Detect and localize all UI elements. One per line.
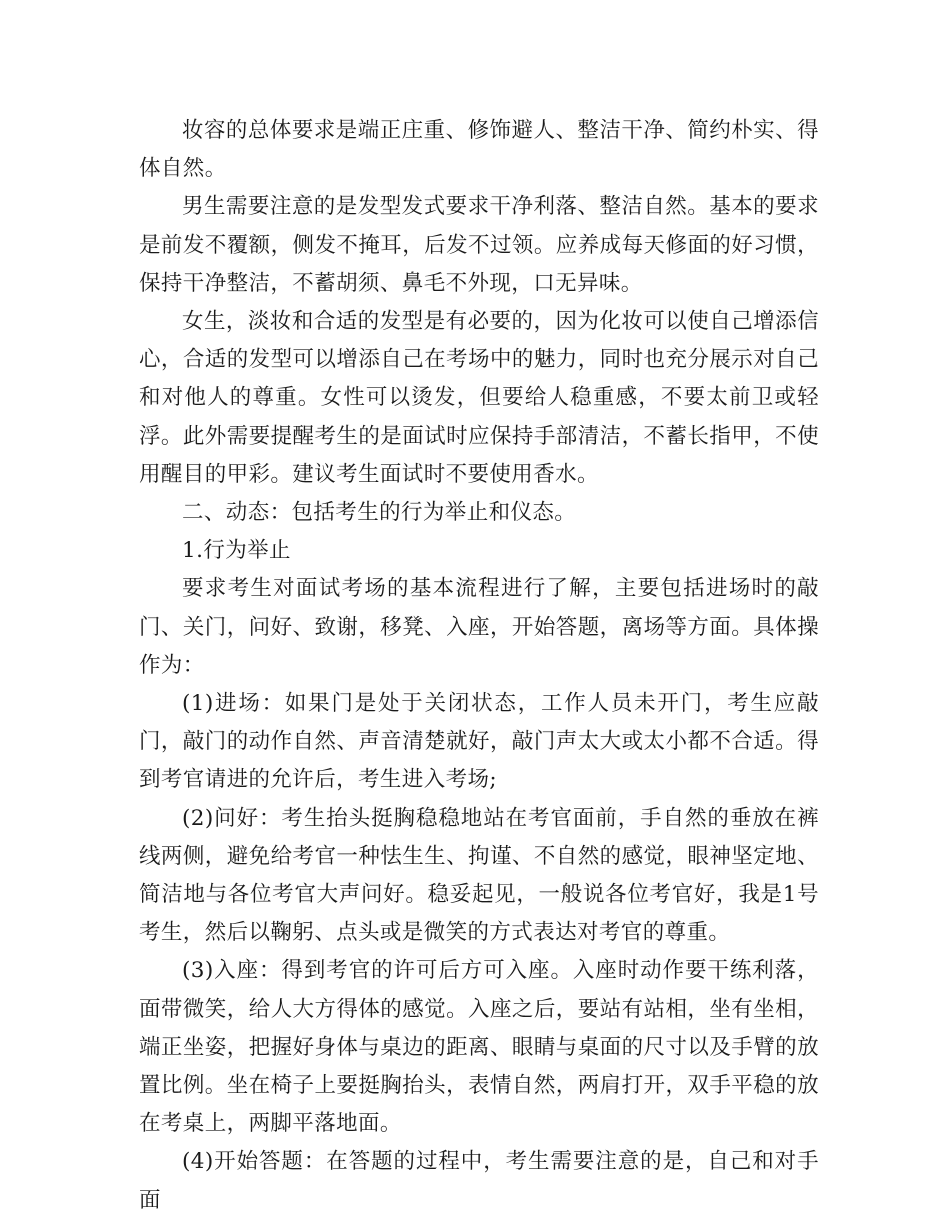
section-heading-dynamics: 二、动态：包括考生的行为举止和仪态。	[182, 500, 577, 526]
paragraph-step-seating: (3)入座：得到考官的许可后方可入座。入座时动作要干练利落，面带微笑，给人大方得体的感觉。入座之后，要站有站相，坐有坐相，端正坐姿，把握好身体与桌边的距离、眼睛与桌面的尺寸以及手臂的放置比例。坐在椅子上要挺胸抬头，表情自然，两肩打开，双手平稳的放在考桌上，两脚平落地面。	[139, 958, 819, 1137]
paragraph-step-entering: (1)进场：如果门是处于关闭状态，工作人员未开门，考生应敲门，敲门的动作自然、声音清楚就好，敲门声太大或太小都不合适。得到考官请进的允许后，考生进入考场;	[139, 691, 819, 793]
paragraph-male-grooming: 男生需要注意的是发型发式要求干净利落、整洁自然。基本的要求是前发不覆额，侧发不掩耳，后发不过领。应养成每天修面的好习惯，保持干净整洁，不蓄胡须、鼻毛不外现，口无异味。	[139, 194, 819, 296]
paragraph-step-answering: (4)开始答题：在答题的过程中，考生需要注意的是，自己和对手面	[139, 1149, 819, 1213]
paragraph-process-overview: 要求考生对面试考场的基本流程进行了解，主要包括进场时的敲门、关门，问好、致谢，移凳、入座，开始答题，离场等方面。具体操作为：	[139, 576, 819, 678]
subsection-heading-behavior: 1.行为举止	[182, 538, 291, 564]
paragraph-makeup-general: 妆容的总体要求是端正庄重、修饰避人、整洁干净、简约朴实、得体自然。	[139, 118, 819, 182]
document-body	[139, 112, 819, 1220]
paragraph-female-grooming: 女生，淡妆和合适的发型是有必要的，因为化妆可以使自己增添信心，合适的发型可以增添自己在考场中的魅力，同时也充分展示对自己和对他人的尊重。女性可以烫发，但要给人稳重感，不要太前卫或轻浮。此外需要提醒考生的是面试时应保持手部清洁，不蓄长指甲，不使用醒目的甲彩。建议考生面试时不要使用香水。	[139, 309, 819, 487]
paragraph-step-greeting: (2)问好：考生抬头挺胸稳稳地站在考官面前，手自然的垂放在裤线两侧，避免给考官一种怯生生、拘谨、不自然的感觉，眼神坚定地、简洁地与各位考官大声问好。稳妥起见，一般说各位考官好，我是1号考生，然后以鞠躬、点头或是微笑的方式表达对考官的尊重。	[139, 805, 819, 946]
